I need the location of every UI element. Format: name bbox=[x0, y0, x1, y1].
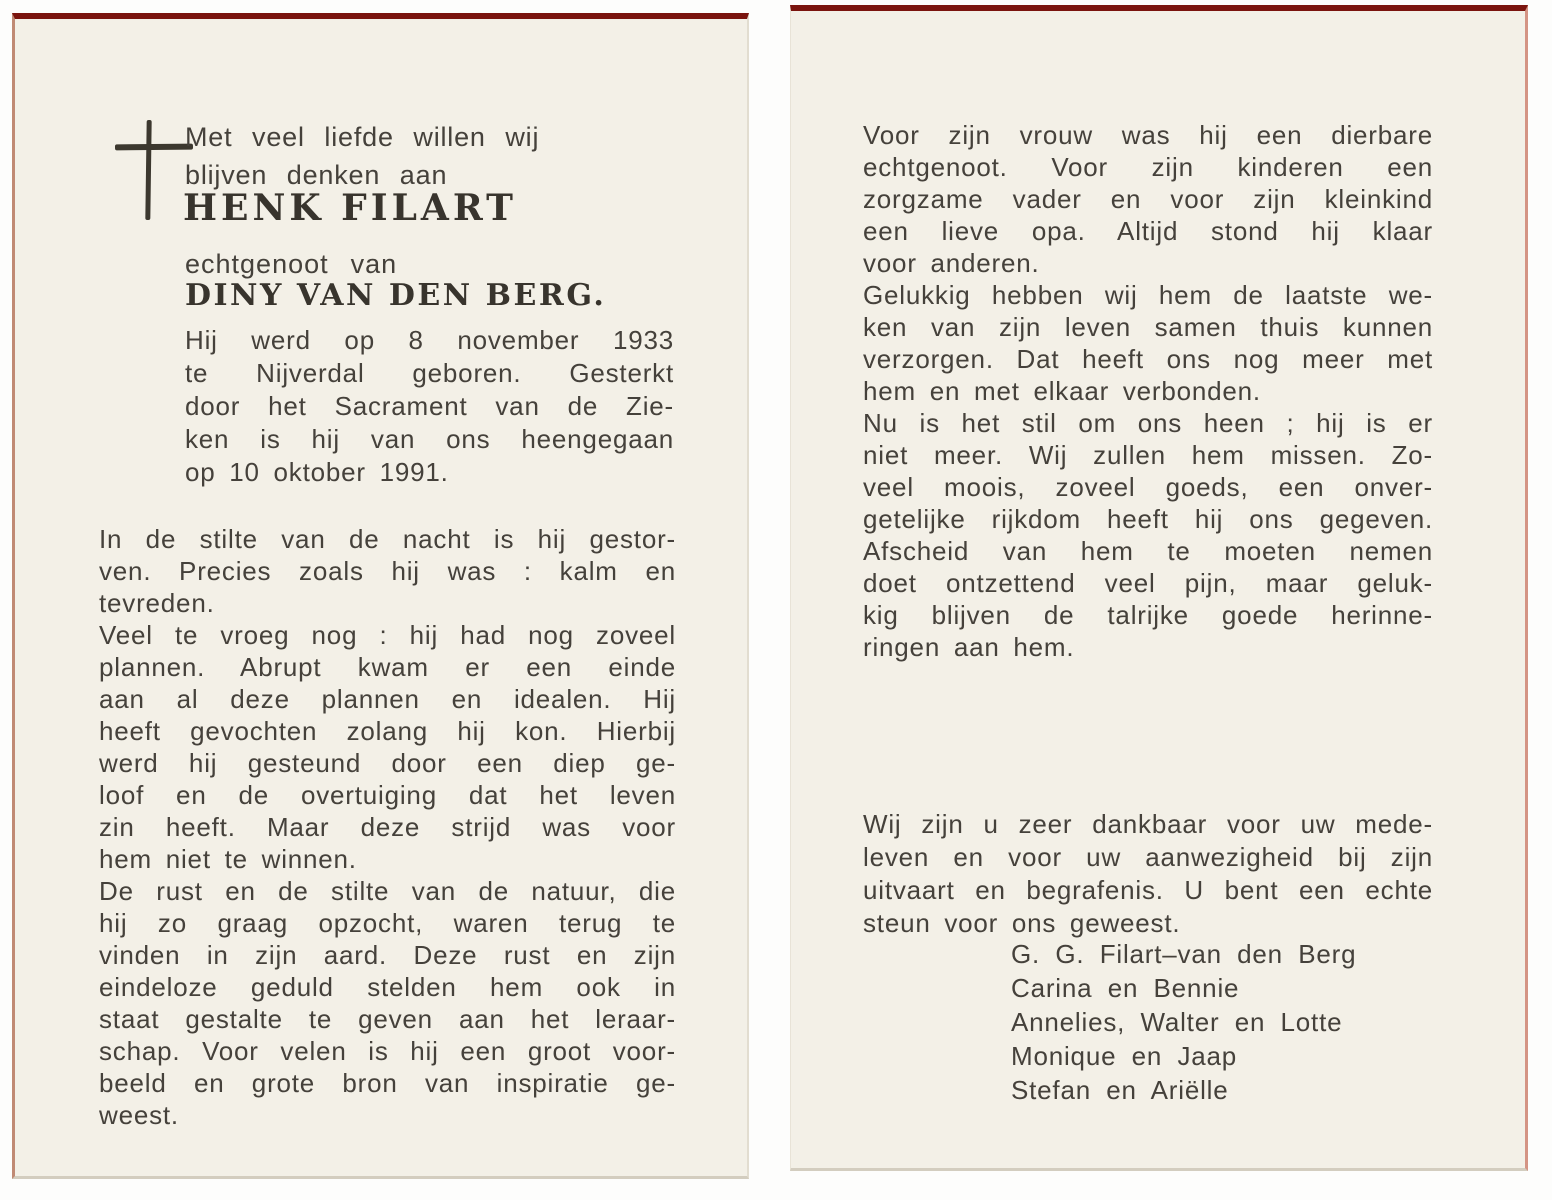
text-line: ken is hij van ons heengegaan bbox=[185, 424, 674, 454]
paragraph bbox=[99, 619, 676, 875]
text-line: eindeloze geduld stelden hem ook in bbox=[99, 972, 676, 1002]
text-line: op 10 oktober 1991. bbox=[185, 457, 449, 487]
text-line: Stefan en Ariëlle bbox=[1011, 1075, 1229, 1105]
text-line: In de stilte van de nacht is hij gestor- bbox=[99, 524, 676, 554]
text-line: vinden in zijn aard. Deze rust en zijn bbox=[99, 940, 676, 970]
right-body-paragraphs bbox=[863, 119, 1433, 663]
text-line: hem niet te winnen. bbox=[99, 844, 357, 874]
text-line: niet meer. Wij zullen hem missen. Zo- bbox=[863, 440, 1433, 470]
text-line: plannen. Abrupt kwam er een einde bbox=[99, 652, 676, 682]
text-line: veel moois, zoveel goeds, een onver- bbox=[863, 472, 1433, 502]
text-line: echtgenoot. Voor zijn kinderen een bbox=[863, 152, 1433, 182]
text-line: Nu is het stil om ons heen ; hij is er bbox=[863, 408, 1433, 438]
text-line: loof en de overtuiging dat het leven bbox=[99, 780, 676, 810]
paragraph bbox=[863, 279, 1433, 407]
memorial-card-right-page bbox=[790, 5, 1528, 1171]
text-line: Wij zijn u zeer dankbaar voor uw mede- bbox=[863, 809, 1433, 839]
text-line: zin heeft. Maar deze strijd was voor bbox=[99, 812, 676, 842]
text-line: weest. bbox=[99, 1100, 179, 1130]
text-line: De rust en de stilte van de natuur, die bbox=[99, 876, 676, 906]
paragraph bbox=[185, 324, 674, 489]
text-line: doet ontzettend veel pijn, maar geluk- bbox=[863, 568, 1433, 598]
text-line: beeld en grote bron van inspiratie ge- bbox=[99, 1068, 676, 1098]
text-line: te Nijverdal geboren. Gesterkt bbox=[185, 358, 674, 388]
paragraph bbox=[99, 875, 676, 1131]
cross-vertical-bar bbox=[145, 120, 151, 220]
paragraph bbox=[863, 119, 1433, 279]
text-line: Carina en Bennie bbox=[1011, 973, 1240, 1003]
text-line: steun voor ons geweest. bbox=[863, 908, 1181, 938]
text-line: ken van zijn leven samen thuis kunnen bbox=[863, 312, 1433, 342]
spouse-name: DINY VAN DEN BERG. bbox=[185, 278, 607, 313]
relation-label: echtgenoot van bbox=[185, 249, 398, 279]
deceased-name: HENK FILART bbox=[183, 187, 517, 229]
thanks-paragraph bbox=[863, 808, 1433, 940]
text-line: tevreden. bbox=[99, 588, 215, 618]
text-line: zorgzame vader en voor zijn kleinkind bbox=[863, 184, 1433, 214]
text-line: staat gestalte te geven aan het leraar- bbox=[99, 1004, 676, 1034]
paragraph bbox=[99, 523, 676, 619]
text-line: G. G. Filart–van den Berg bbox=[1011, 939, 1357, 969]
text-line: leven en voor uw aanwezigheid bij zijn bbox=[863, 842, 1433, 872]
text-line: Gelukkig hebben wij hem de laatste we- bbox=[863, 280, 1433, 310]
text-line: werd hij gesteund door een diep ge- bbox=[99, 748, 676, 778]
text-line: Veel te vroeg nog : hij had nog zoveel bbox=[99, 620, 676, 650]
text-line: Hij werd op 8 november 1933 bbox=[185, 325, 674, 355]
text-line: ringen aan hem. bbox=[863, 632, 1075, 662]
text-line: hem en met elkaar verbonden. bbox=[863, 376, 1261, 406]
text-line: door het Sacrament van de Zie- bbox=[185, 391, 674, 421]
text-line: blijven denken aan bbox=[185, 160, 448, 190]
text-line: uitvaart en begrafenis. U bent een echte bbox=[863, 875, 1433, 905]
text-line: Met veel liefde willen wij bbox=[185, 122, 540, 152]
text-line: ven. Precies zoals hij was : kalm en bbox=[99, 556, 676, 586]
text-line: Monique en Jaap bbox=[1011, 1041, 1238, 1071]
text-line: voor anderen. bbox=[863, 248, 1040, 278]
cross-icon bbox=[101, 115, 196, 240]
life-dates-paragraph bbox=[185, 324, 674, 489]
text-line: schap. Voor velen is hij een groot voor- bbox=[99, 1036, 676, 1066]
text-line: heeft gevochten zolang hij kon. Hierbij bbox=[99, 716, 676, 746]
paragraph bbox=[863, 407, 1433, 663]
text-line: hij zo graag opzocht, waren terug te bbox=[99, 908, 676, 938]
cross-horizontal-bar bbox=[115, 144, 193, 151]
memorial-card-left-page bbox=[12, 13, 749, 1179]
signatories-list bbox=[1011, 937, 1491, 1107]
text-line: kig blijven de talrijke goede herinne- bbox=[863, 600, 1433, 630]
text-line: verzorgen. Dat heeft ons nog meer met bbox=[863, 344, 1433, 374]
text-line: Voor zijn vrouw was hij een dierbare bbox=[863, 120, 1433, 150]
text-line: Afscheid van hem te moeten nemen bbox=[863, 536, 1433, 566]
text-line: een lieve opa. Altijd stond hij klaar bbox=[863, 216, 1433, 246]
text-line: Annelies, Walter en Lotte bbox=[1011, 1007, 1343, 1037]
intro-text bbox=[185, 118, 605, 194]
paragraph bbox=[863, 808, 1433, 940]
text-line: aan al deze plannen en idealen. Hij bbox=[99, 684, 676, 714]
text-line: getelijke rijkdom heeft hij ons gegeven. bbox=[863, 504, 1433, 534]
left-body-paragraphs bbox=[99, 523, 676, 1131]
